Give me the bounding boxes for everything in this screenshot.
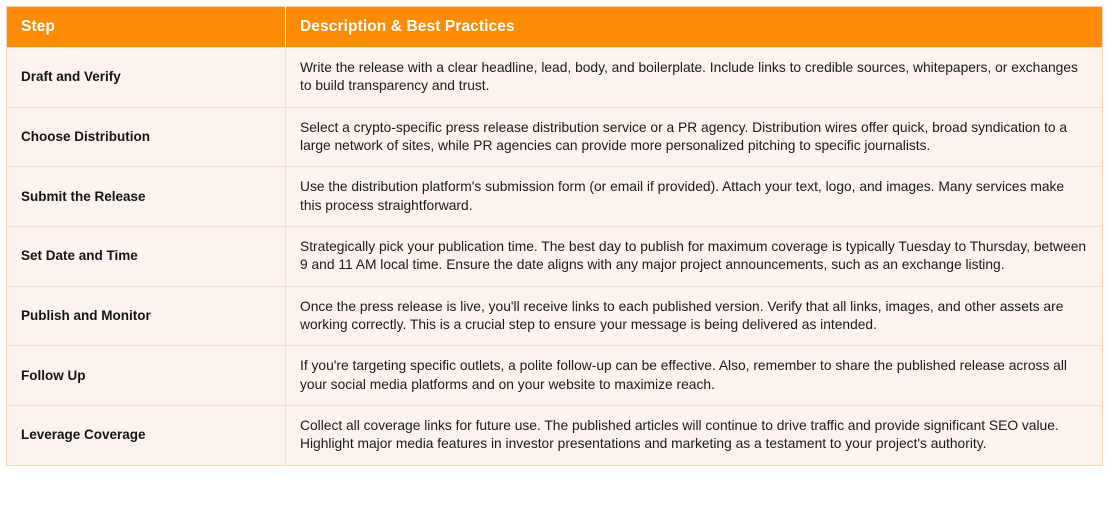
table-header (7, 7, 1103, 48)
step-name: Choose Distribution (7, 107, 286, 167)
step-name: Leverage Coverage (7, 406, 286, 466)
column-header-description: Description & Best Practices (286, 7, 1103, 48)
steps-table (6, 6, 1103, 466)
step-description: Write the release with a clear headline, lead, body, and boilerplate. Include links to credible sources, whitepapers, or exchanges to build transparency and trust. (286, 48, 1103, 108)
step-name: Publish and Monitor (7, 286, 286, 346)
table-header-row (7, 7, 1103, 48)
step-description: Strategically pick your publication time. The best day to publish for maximum coverage is typically Tuesday to Thursday, between 9 and 11 AM local time. Ensure the date aligns with any major project announcements, such as an exchange listing. (286, 227, 1103, 287)
table-row (7, 227, 1103, 287)
table-row (7, 286, 1103, 346)
step-description: Select a crypto-specific press release distribution service or a PR agency. Distribution wires offer quick, broad syndication to a large network of sites, while PR agencies can provide more personalized pitching to specific journalists. (286, 107, 1103, 167)
step-name: Draft and Verify (7, 48, 286, 108)
step-name: Follow Up (7, 346, 286, 406)
step-name: Submit the Release (7, 167, 286, 227)
step-description: Use the distribution platform's submission form (or email if provided). Attach your text, logo, and images. Many services make this process straightforward. (286, 167, 1103, 227)
step-name: Set Date and Time (7, 227, 286, 287)
table-row (7, 406, 1103, 466)
table-row (7, 107, 1103, 167)
step-description: If you're targeting specific outlets, a polite follow-up can be effective. Also, remember to share the published release across all your social media platforms and on your website to maximize reach. (286, 346, 1103, 406)
column-header-step: Step (7, 7, 286, 48)
table-body (7, 48, 1103, 466)
table-row (7, 48, 1103, 108)
step-description: Once the press release is live, you'll receive links to each published version. Verify that all links, images, and other assets are working correctly. This is a crucial step to ensure your message is being delivered as intended. (286, 286, 1103, 346)
table-row (7, 167, 1103, 227)
step-description: Collect all coverage links for future use. The published articles will continue to drive traffic and provide significant SEO value. Highlight major media features in investor presentations and marketing as a testament to your project's authority. (286, 406, 1103, 466)
table-row (7, 346, 1103, 406)
